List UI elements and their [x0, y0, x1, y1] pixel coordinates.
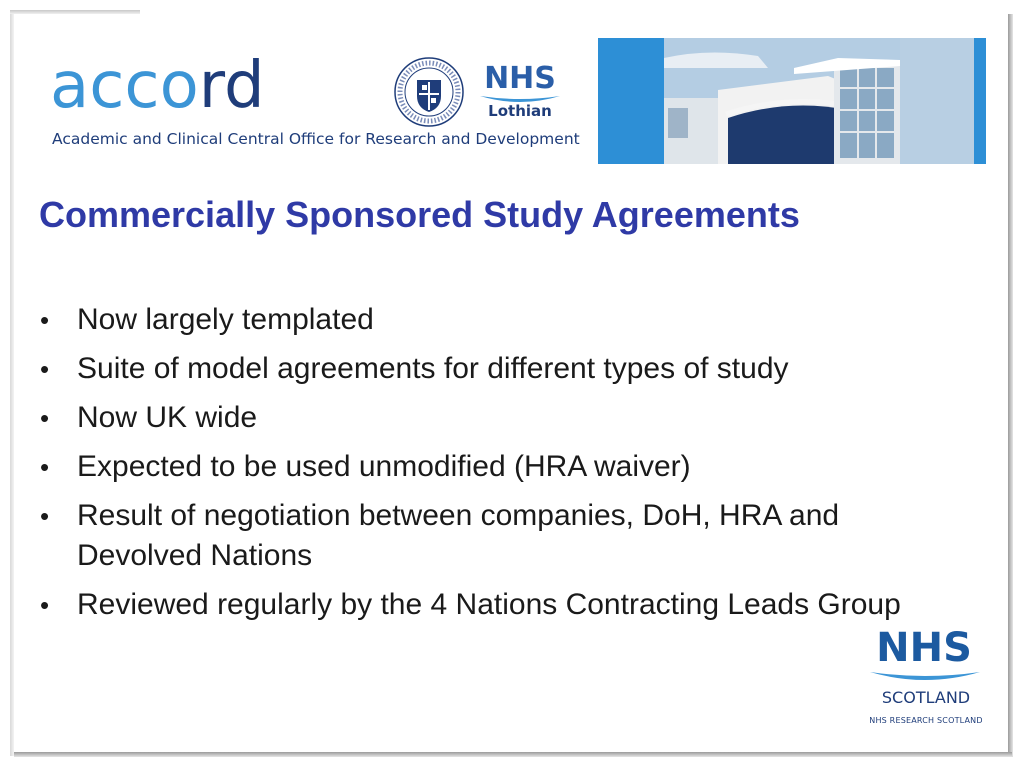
slide-frame-right — [1008, 14, 1013, 757]
bullet-dot: • — [40, 354, 50, 384]
list-item — [40, 585, 970, 625]
nhs-lothian-logo — [478, 62, 562, 124]
bullet-text: Suite of model agreements for different types of study — [77, 352, 789, 385]
bullet-text: Reviewed regularly by the 4 Nations Contracting Leads Group — [77, 588, 901, 621]
list-item — [40, 349, 970, 389]
slide-title: Commercially Sponsored Study Agreements — [39, 194, 800, 235]
university-seal-icon — [393, 56, 465, 128]
bullet-list — [40, 300, 970, 634]
nhs-research-scotland-tagline: NHS RESEARCH SCOTLAND — [869, 716, 983, 725]
bullet-text: Now UK wide — [77, 401, 258, 434]
bullet-dot: • — [40, 452, 50, 482]
bullet-text: Now largely templated — [77, 303, 374, 336]
accord-logo — [50, 49, 280, 124]
bullet-dot: • — [40, 501, 50, 531]
list-item — [40, 300, 970, 340]
bullet-text: Result of negotiation between companies, DoH, HRA and Devolved Nations — [77, 499, 840, 572]
building-photo — [598, 38, 986, 164]
bullet-dot: • — [40, 305, 50, 335]
bullet-text: Expected to be used unmodified (HRA waiver) — [77, 450, 691, 483]
scotland-swoosh-icon — [868, 670, 982, 684]
accord-logo-prefix: acco — [50, 49, 199, 123]
accord-subtitle: Academic and Clinical Central Office for Research and Development — [52, 130, 580, 148]
slide-frame-bottom — [14, 752, 1012, 757]
nhs-scotland-region: SCOTLAND — [881, 688, 971, 707]
list-item — [40, 398, 970, 438]
nhs-lothian-region: Lothian — [488, 102, 552, 120]
accord-logo-suffix: rd — [198, 49, 265, 123]
nhs-scotland-wordmark: NHS — [876, 625, 972, 671]
slide-frame-left — [10, 12, 14, 756]
slide-frame-top — [10, 10, 140, 14]
bullet-dot: • — [40, 590, 50, 620]
list-item — [40, 496, 970, 576]
nhs-scotland-logo — [862, 626, 990, 732]
nhs-lothian-wordmark: NHS — [478, 62, 562, 96]
list-item — [40, 447, 970, 487]
bullet-dot: • — [40, 403, 50, 433]
